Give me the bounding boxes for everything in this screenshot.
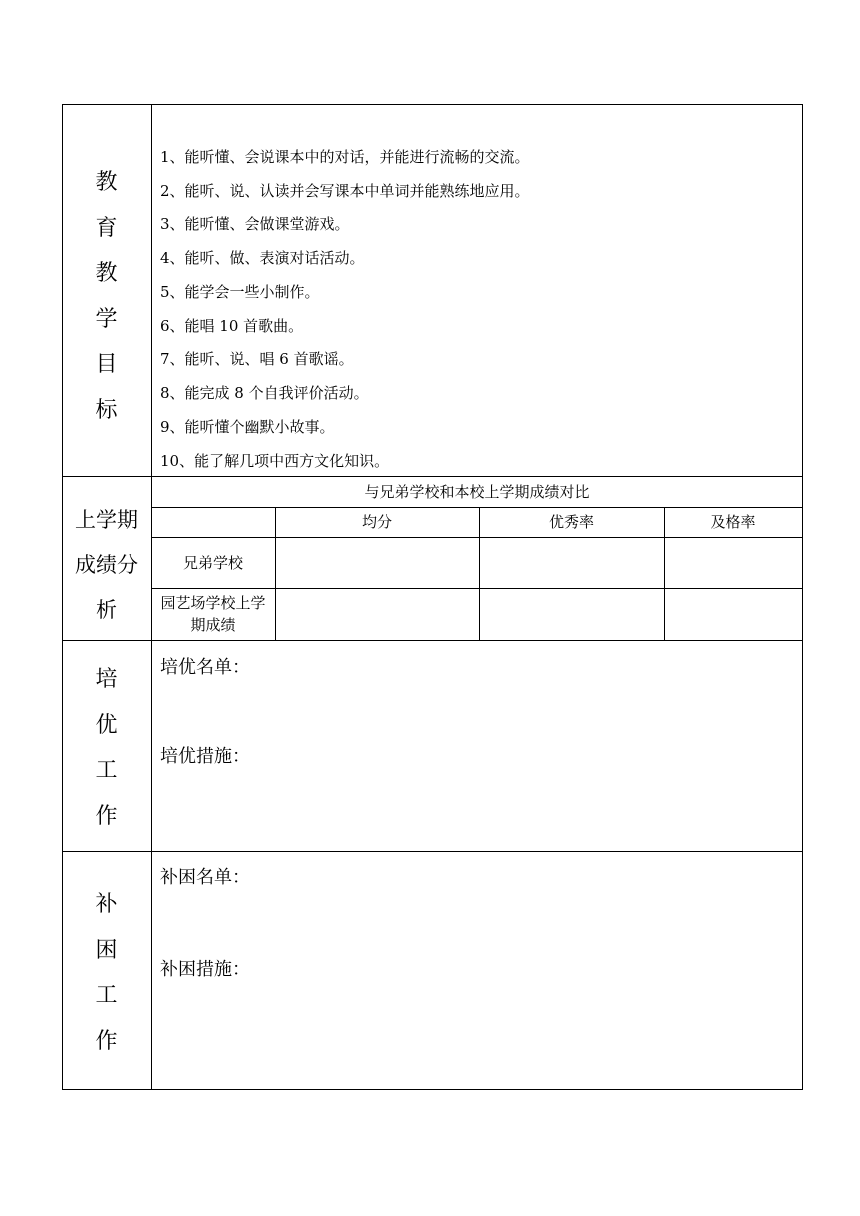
gifted-heading-char: 工 [95, 758, 118, 783]
goals-heading-char: 教 [95, 170, 118, 195]
remedial-list-label: 补困名单： [160, 867, 250, 888]
goals-heading-char: 教 [95, 261, 118, 286]
goal-item: 5、能学会一些小制作。 [160, 283, 320, 301]
gifted-heading-char: 作 [95, 803, 118, 829]
gifted-heading-char: 优 [95, 712, 118, 738]
goal-item: 2、能听、说、认读并会写课本中单词并能熟练地应用。 [160, 182, 530, 200]
analysis-heading-line: 析 [96, 598, 117, 622]
goal-item: 3、能听懂、会做课堂游戏。 [160, 215, 350, 233]
column-header-pass-rate: 及格率 [710, 513, 756, 531]
remedial-heading-char: 工 [95, 983, 118, 1008]
remedial-heading [62, 882, 151, 1064]
section-divider [62, 640, 803, 641]
goal-item: 9、能听懂个幽默小故事。 [160, 418, 335, 436]
goal-item: 6、能唱 10 首歌曲。 [160, 317, 304, 335]
analysis-heading-line: 上学期 [75, 508, 138, 532]
section-divider [62, 476, 803, 477]
score-table-hline [151, 507, 803, 508]
table-border-top [62, 104, 803, 105]
section-divider [62, 851, 803, 852]
goals-heading-char: 学 [95, 306, 118, 332]
goals-heading-char: 标 [95, 397, 118, 423]
goal-item: 4、能听、做、表演对话活动。 [160, 249, 365, 267]
score-table-hline [151, 588, 803, 589]
gifted-list-label: 培优名单： [160, 657, 250, 678]
remedial-measures-label: 补困措施： [160, 959, 250, 980]
goal-item: 7、能听、说、唱 6 首歌谣。 [160, 350, 354, 368]
remedial-heading-char: 作 [95, 1028, 118, 1054]
column-header-excellent-rate: 优秀率 [548, 513, 594, 531]
goals-heading [62, 160, 151, 433]
analysis-heading-line: 成绩分 [75, 553, 138, 577]
remedial-heading-char: 困 [95, 937, 118, 963]
row-label-own-school: 园艺场学校上学期成绩 [160, 594, 266, 634]
goals-heading-char: 育 [95, 215, 118, 241]
goals-heading-char: 目 [95, 352, 118, 377]
goal-item: 10、能了解几项中西方文化知识。 [160, 452, 390, 470]
column-header-average: 均分 [361, 513, 392, 531]
goal-item: 1、能听懂、会说课本中的对话，并能进行流畅的交流。 [160, 148, 530, 166]
goal-item: 8、能完成 8 个自我评价活动。 [160, 384, 369, 402]
row-label-sibling-school: 兄弟学校 [182, 554, 243, 572]
table-border-bottom [62, 1089, 803, 1090]
score-table-hline [151, 537, 803, 538]
score-table-title: 与兄弟学校和本校上学期成绩对比 [364, 483, 590, 501]
analysis-heading [62, 498, 151, 633]
remedial-heading-char: 补 [95, 892, 118, 917]
gifted-heading [62, 657, 151, 839]
gifted-measures-label: 培优措施： [160, 746, 250, 767]
table-border-right [802, 104, 803, 1090]
gifted-heading-char: 培 [95, 667, 118, 692]
heading-column-divider [151, 104, 152, 1090]
